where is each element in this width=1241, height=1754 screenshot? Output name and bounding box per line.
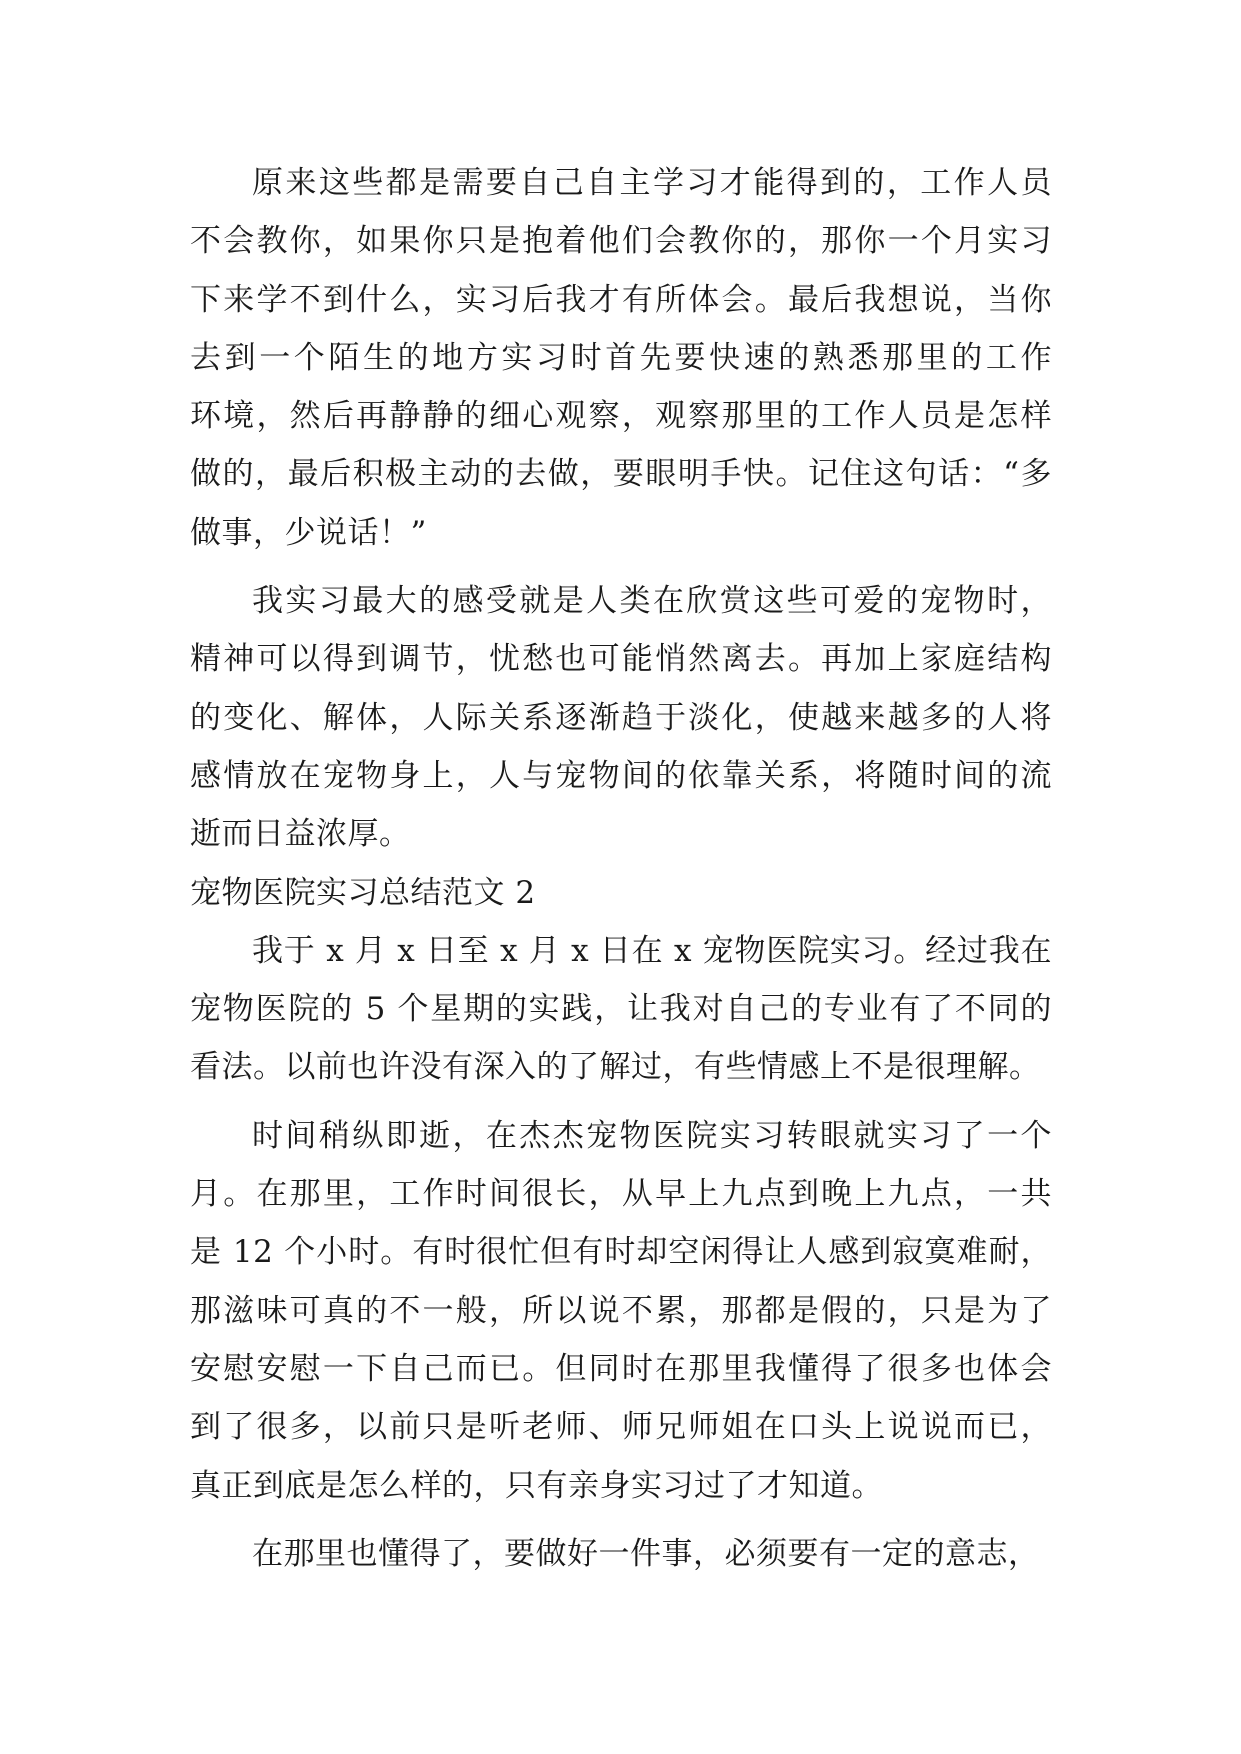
text-line: 到了很多，以前只是听老师、师兄师姐在口头上说说而已， xyxy=(190,1409,1052,1446)
text-line: 是 12 个小时。有时很忙但有时却空闲得让人感到寂寞难耐， xyxy=(190,1234,1052,1271)
text-line: 我实习最大的感受就是人类在欣赏这些可爱的宠物时， xyxy=(252,583,1052,620)
text-line: 在那里也懂得了，要做好一件事，必须要有一定的意志， xyxy=(252,1535,1040,1572)
text-line: 逝而日益浓厚。 xyxy=(190,816,411,853)
text-line: 我于 x 月 x 日至 x 月 x 日在 x 宠物医院实习。经过我在 xyxy=(252,932,1052,969)
text-line: 做事，少说话！” xyxy=(190,514,427,551)
text-line: 时间稍纵即逝，在杰杰宠物医院实习转眼就实习了一个 xyxy=(252,1117,1052,1154)
text-line: 安慰安慰一下自己而已。但同时在那里我懂得了很多也体会 xyxy=(190,1350,1052,1387)
text-line: 做的，最后积极主动的去做，要眼明手快。记住这句话：“多 xyxy=(190,456,1052,493)
paragraph-2 xyxy=(190,572,1052,863)
text-line: 下来学不到什么，实习后我才有所体会。最后我想说，当你 xyxy=(190,281,1052,318)
text-line: 真正到底是怎么样的，只有亲身实习过了才知道。 xyxy=(190,1467,883,1504)
document-body xyxy=(190,154,1052,1583)
text-line: 月。在那里，工作时间很长，从早上九点到晚上九点，一共 xyxy=(190,1176,1052,1213)
text-line: 的变化、解体，人际关系逐渐趋于淡化，使越来越多的人将 xyxy=(190,699,1052,736)
text-line: 宠物医院的 5 个星期的实践，让我对自己的专业有了不同的 xyxy=(190,991,1052,1028)
text-line: 那滋味可真的不一般，所以说不累，那都是假的，只是为了 xyxy=(190,1292,1052,1329)
paragraph-5 xyxy=(190,1525,1052,1583)
text-line: 原来这些都是需要自己自主学习才能得到的，工作人员 xyxy=(252,165,1052,201)
text-line: 环境，然后再静静的细心观察，观察那里的工作人员是怎样 xyxy=(190,398,1052,435)
text-line: 精神可以得到调节，忧愁也可能悄然离去。再加上家庭结构 xyxy=(190,641,1052,678)
paragraph-4 xyxy=(190,1107,1052,1515)
section-heading xyxy=(190,864,1052,922)
paragraph-3 xyxy=(190,922,1052,1097)
heading-text: 宠物医院实习总结范文 2 xyxy=(190,874,536,911)
text-line: 不会教你，如果你只是抱着他们会教你的，那你一个月实习 xyxy=(190,223,1052,260)
paragraph-1 xyxy=(190,154,1052,562)
text-line: 看法。以前也许没有深入的了解过，有些情感上不是很理解。 xyxy=(190,1049,1041,1086)
text-line: 去到一个陌生的地方实习时首先要快速的熟悉那里的工作 xyxy=(190,339,1052,376)
text-line: 感情放在宠物身上，人与宠物间的依靠关系，将随时间的流 xyxy=(190,757,1052,794)
